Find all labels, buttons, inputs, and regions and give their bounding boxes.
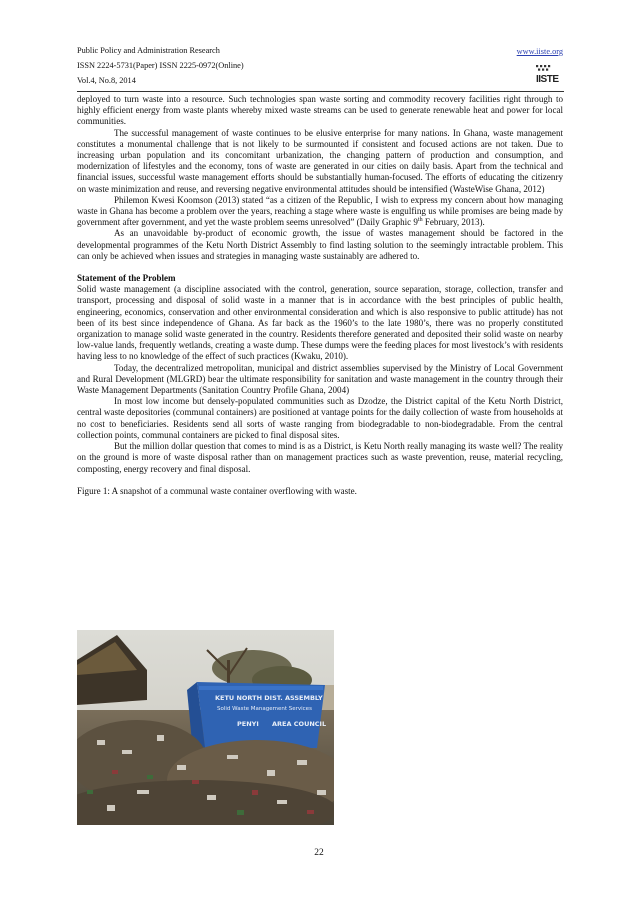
paragraph-6: Today, the decentralized metropolitan, municipal and district assemblies supervised by the Ministry of Local Government and Rural Development (MLGRD) bear the ultimate responsibility for sanitation and waste management in the country through their Waste Management Departments (Sanitation Country Profile Ghana, 2004) xyxy=(77,362,563,396)
paragraph-7: In most low income but densely-populated communities such as Dzodze, the District capital of the Ketu North District, central waste depositories (communal containers) are positioned at vantage points for the daily collection of waste from households at no cost to beneficiaries. Residents send all sorts of waste ranging from biodegradable to non-biodegradable. From the central collection points, communal containers are picked to final disposal sites. xyxy=(77,396,563,440)
container-label-2: Solid Waste Management Services xyxy=(217,706,312,712)
journal-url-link[interactable]: www.iiste.org xyxy=(516,47,563,56)
header-rule xyxy=(77,91,564,92)
figure-photo xyxy=(77,630,334,825)
paragraph-8: But the million dollar question that comes to mind is as a District, is Ketu North really managing its waste well? The reality on the ground is more of waste disposal rather than on management practices such as waste prevention, reuse, material recycling, composting, energy recovery and final disposal. xyxy=(77,441,563,474)
container-label-4: AREA COUNCIL xyxy=(272,720,327,728)
paragraph-3-text: Philemon Kwesi Koomson (2013) stated “as a citizen of the Republic, I wish to express my concern about how managing waste in Ghana has become a problem over the years, reaching a stage where waste is engulfing us while promises are being made by government after government, and yet the waste problem seems unresolved” (Daily Graphic 9 xyxy=(77,194,563,228)
svg-text:IISTE: IISTE xyxy=(536,74,559,84)
issn-line: ISSN 2224-5731(Paper) ISSN 2225-0972(Online) xyxy=(77,61,244,70)
container-label-3: PENYI xyxy=(237,720,259,728)
paragraph-2: The successful management of waste continues to be elusive enterprise for many nations. In Ghana, waste management constitutes a monumental challenge that is not likely to be surmounted if consistent and focused actions are not taken. Due to increasing urban population and its concomitant urbanization, the changing pattern of production and consumption, and modernization of lifestyles and the economy, tons of waste are generated in our cities on daily basis. Apart from the technical and financial issues, successful waste management efforts should be substantially human-focused. The efforts of educating the citizenry on waste minimization and reuse, and reversing negative environmental attitudes should be intensified (WasteWise Ghana, 2012) xyxy=(77,127,563,194)
paragraph-1: deployed to turn waste into a resource. Such technologies span waste sorting and commodity recovery facilities right through to highly efficient energy from waste plants whereby mixed waste streams can be used to generate renewable heat and power for local communities. xyxy=(77,94,563,127)
paragraph-4: As an unavoidable by-product of economic growth, the issue of wastes management should be factored in the developmental programmes of the Ketu North District Assembly to find lasting solution to the seemingly intractable problem. This can only be achieved when issues and strategies in managing waste sustainably are adhered to. xyxy=(77,228,563,261)
superscript-th: th xyxy=(417,217,423,224)
article-body xyxy=(77,94,563,497)
section-heading: Statement of the Problem xyxy=(77,273,176,284)
volume-line: Vol.4, No.8, 2014 xyxy=(77,76,136,85)
paragraph-5: Solid waste management (a discipline associated with the control, generation, source separation, storage, collection, transfer and transport, processing and disposal of solid waste in a manner that is in accordance with the best principles of public health, engineering, economics, conservation and other environmental consideration and which is also responsive to public attitude) has not been of its best since independence of Ghana. As far back as the 1960’s to the late 1980’s, there was no properly constituted organization to manage solid waste generated in the country. Residents therefore generated and deposited their solid waste on nearby low-value lands, frequently wetlands, creating a waste dump. These dumps were the feeding places for most livestock’s with residents having less to no knowledge of the effect of such practices (Kwaku, 2010). xyxy=(77,284,563,362)
iiste-logo xyxy=(533,62,563,84)
page-number: 22 xyxy=(314,848,324,858)
container-label-1: KETU NORTH DIST. ASSEMBLY xyxy=(215,694,323,702)
paragraph-3 xyxy=(77,195,563,229)
waste-container-illustration xyxy=(77,630,334,825)
figure-caption: Figure 1: A snapshot of a communal waste container overflowing with waste. xyxy=(77,485,357,496)
journal-name: Public Policy and Administration Research xyxy=(77,46,220,55)
paragraph-3-tail: February, 2013). xyxy=(422,217,485,228)
